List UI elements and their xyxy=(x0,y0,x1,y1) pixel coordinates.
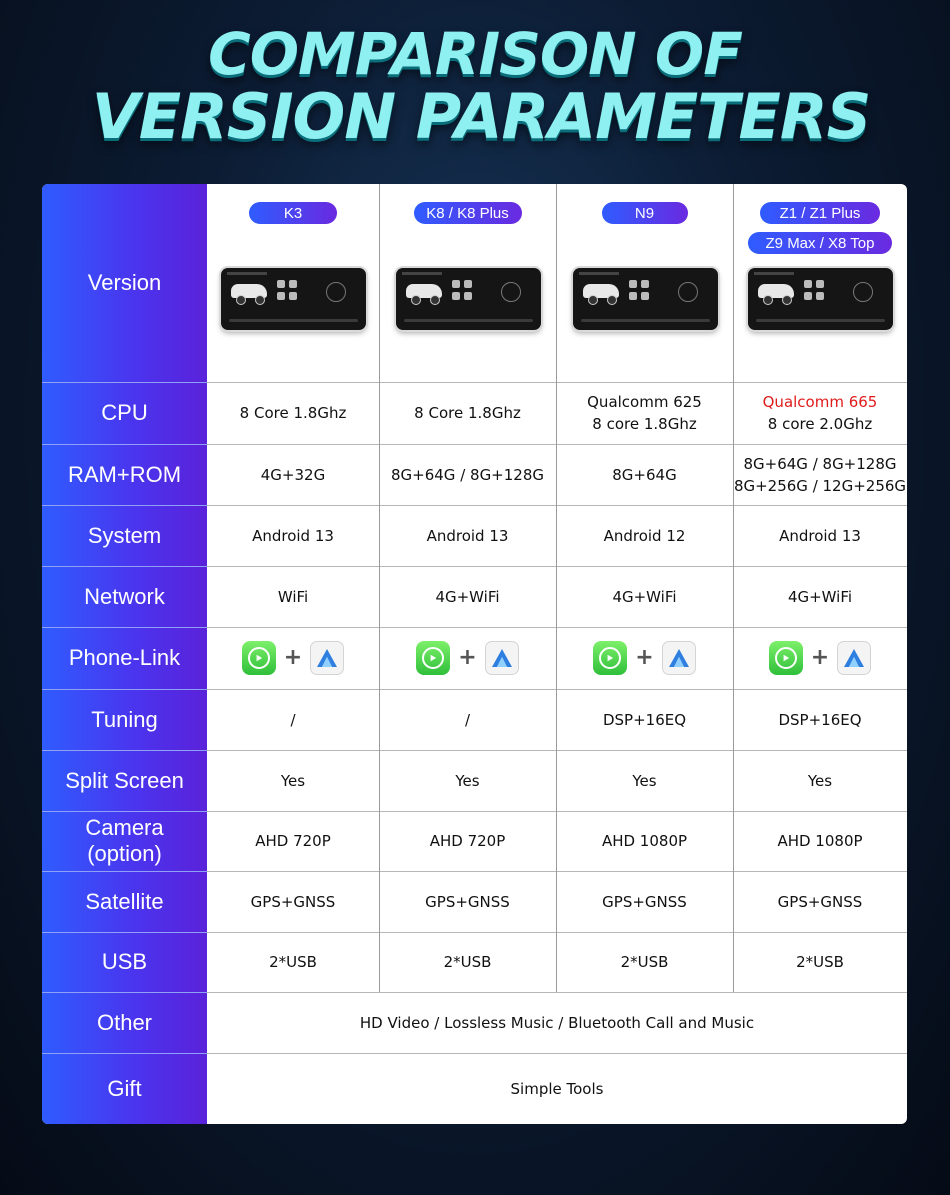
cpu-cell xyxy=(207,382,379,444)
row-divider-label xyxy=(42,932,207,933)
network-value: 4G+WiFi xyxy=(435,587,500,606)
satellite-cell xyxy=(733,871,907,932)
row-divider-label xyxy=(42,566,207,567)
split-screen-value: Yes xyxy=(632,771,657,790)
network-cell xyxy=(556,566,733,627)
camera-value: AHD 720P xyxy=(255,832,331,850)
phone-link-cell xyxy=(379,627,556,689)
page-title-line-1: COMPARISON OF xyxy=(208,20,742,88)
row-label-usb: USB xyxy=(101,949,148,974)
plus-separator: + xyxy=(635,645,654,670)
carplay-icon xyxy=(242,641,276,675)
row-divider-label xyxy=(42,992,207,993)
row-divider-label xyxy=(42,811,207,812)
usb-cell xyxy=(733,932,907,992)
row-divider-label xyxy=(42,689,207,690)
ram-rom-value-line-1: 8G+64G / 8G+128G xyxy=(390,465,545,484)
android-auto-icon xyxy=(485,641,519,675)
camera-cell xyxy=(379,811,556,871)
phone-link-cell xyxy=(556,627,733,689)
cpu-value-line-1: Qualcomm 625 xyxy=(587,393,702,411)
camera-value: AHD 720P xyxy=(429,832,506,850)
satellite-value: GPS+GNSS xyxy=(602,892,687,911)
row-label-satellite: Satellite xyxy=(85,888,164,914)
usb-value: 2*USB xyxy=(620,953,669,971)
system-cell xyxy=(207,505,379,566)
carplay-icon xyxy=(769,641,803,675)
ram-rom-cell xyxy=(207,444,379,505)
camera-value: AHD 1080P xyxy=(601,832,688,850)
phone-link-icons xyxy=(242,641,344,675)
network-cell xyxy=(379,566,556,627)
other-cell xyxy=(207,992,907,1053)
usb-value: 2*USB xyxy=(443,953,492,971)
android-auto-icon xyxy=(662,641,696,675)
system-cell xyxy=(733,505,907,566)
tuning-value: DSP+16EQ xyxy=(602,710,687,729)
network-cell xyxy=(733,566,907,627)
split-screen-cell xyxy=(733,750,907,811)
plus-separator: + xyxy=(458,645,477,670)
usb-value: 2*USB xyxy=(269,953,317,971)
carplay-icon xyxy=(593,641,627,675)
row-label-system: System xyxy=(87,522,162,548)
tuning-cell xyxy=(733,689,907,750)
usb-cell xyxy=(556,932,733,992)
satellite-value: GPS+GNSS xyxy=(425,892,510,911)
row-divider-label xyxy=(42,871,207,872)
phone-link-icons xyxy=(416,641,518,675)
android-auto-icon xyxy=(310,641,344,675)
head-unit-screen-image xyxy=(221,268,366,330)
split-screen-cell xyxy=(379,750,556,811)
split-screen-cell xyxy=(207,750,379,811)
page-title-line-2: VERSION PARAMETERS xyxy=(91,80,871,153)
phone-link-icons xyxy=(769,641,871,675)
system-value: Android 13 xyxy=(252,526,334,545)
version-tag: Z1 / Z1 Plus xyxy=(760,202,880,224)
carplay-icon xyxy=(416,641,450,675)
system-cell xyxy=(556,505,733,566)
comparison-table xyxy=(42,184,907,1124)
usb-value: 2*USB xyxy=(796,953,844,971)
satellite-cell xyxy=(207,871,379,932)
other-value: HD Video / Lossless Music / Bluetooth Call and Music xyxy=(359,1013,755,1032)
system-value: Android 13 xyxy=(779,526,861,545)
cpu-cell xyxy=(379,382,556,444)
row-label-gift: Gift xyxy=(107,1075,142,1101)
version-tag: K8 / K8 Plus xyxy=(414,202,522,224)
tuning-cell xyxy=(556,689,733,750)
cpu-value-line-1: Qualcomm 665 xyxy=(762,393,878,411)
satellite-cell xyxy=(379,871,556,932)
row-label-ram-rom: RAM+ROM xyxy=(67,461,182,487)
ram-rom-value-line-1: 8G+64G xyxy=(612,465,677,484)
gift-value: Simple Tools xyxy=(510,1079,604,1098)
usb-cell xyxy=(379,932,556,992)
ram-rom-cell xyxy=(733,444,907,505)
phone-link-cell xyxy=(733,627,907,689)
network-value: 4G+WiFi xyxy=(787,587,853,606)
row-label-version: Version xyxy=(87,270,162,295)
plus-separator: + xyxy=(810,645,830,670)
cpu-cell xyxy=(556,382,733,444)
satellite-value: GPS+GNSS xyxy=(250,892,336,911)
split-screen-value: Yes xyxy=(455,771,480,790)
phone-link-cell xyxy=(207,627,379,689)
cpu-value-line-1: 8 Core 1.8Ghz xyxy=(414,404,521,422)
satellite-cell xyxy=(556,871,733,932)
camera-value: AHD 1080P xyxy=(777,832,863,850)
row-divider-label xyxy=(42,382,207,383)
tuning-value: DSP+16EQ xyxy=(778,710,862,729)
row-label-cpu: CPU xyxy=(101,400,148,425)
row-divider-label xyxy=(42,1053,207,1054)
row-divider-label xyxy=(42,505,207,506)
camera-cell xyxy=(733,811,907,871)
version-tag: Z9 Max / X8 Top xyxy=(748,232,892,254)
version-tag: K3 xyxy=(249,202,337,224)
head-unit-screen-image xyxy=(748,268,893,330)
system-cell xyxy=(379,505,556,566)
row-divider-label xyxy=(42,444,207,445)
network-cell xyxy=(207,566,379,627)
row-divider-label xyxy=(42,750,207,751)
ram-rom-value-line-2: 8G+256G / 12G+256G xyxy=(733,476,907,495)
camera-cell xyxy=(207,811,379,871)
head-unit-screen-image xyxy=(396,268,541,330)
row-label-network: Network xyxy=(84,583,165,609)
cpu-value-line-2: 8 core 1.8Ghz xyxy=(592,415,697,433)
network-value: 4G+WiFi xyxy=(612,587,677,606)
gift-cell xyxy=(207,1053,907,1124)
split-screen-cell xyxy=(556,750,733,811)
plus-separator: + xyxy=(283,645,303,670)
row-label-other: Other xyxy=(96,1009,153,1035)
android-auto-icon xyxy=(837,641,871,675)
system-value: Android 13 xyxy=(426,526,509,545)
cpu-value-line-2: 8 core 2.0Ghz xyxy=(767,415,873,433)
row-label-split-screen: Split Screen xyxy=(65,767,184,793)
ram-rom-value-line-1: 8G+64G / 8G+128G xyxy=(743,454,897,473)
split-screen-value: Yes xyxy=(280,771,306,790)
cpu-value-line-1: 8 Core 1.8Ghz xyxy=(239,404,347,422)
ram-rom-cell xyxy=(379,444,556,505)
tuning-cell xyxy=(207,689,379,750)
phone-link-icons xyxy=(593,641,695,675)
tuning-cell xyxy=(379,689,556,750)
usb-cell xyxy=(207,932,379,992)
row-label-tuning: Tuning xyxy=(91,706,158,732)
row-divider-label xyxy=(42,627,207,628)
network-value: WiFi xyxy=(277,587,309,606)
tuning-value: / xyxy=(464,710,471,729)
ram-rom-value-line-1: 4G+32G xyxy=(260,465,326,484)
system-value: Android 12 xyxy=(603,526,686,545)
tuning-value: / xyxy=(290,710,296,729)
camera-cell xyxy=(556,811,733,871)
ram-rom-cell xyxy=(556,444,733,505)
row-label-phone-link: Phone-Link xyxy=(68,645,181,670)
split-screen-value: Yes xyxy=(807,771,833,790)
row-label-camera: Camera (option) xyxy=(85,815,164,866)
satellite-value: GPS+GNSS xyxy=(777,892,863,911)
version-tag: N9 xyxy=(602,202,688,224)
head-unit-screen-image xyxy=(573,268,718,330)
cpu-cell xyxy=(733,382,907,444)
